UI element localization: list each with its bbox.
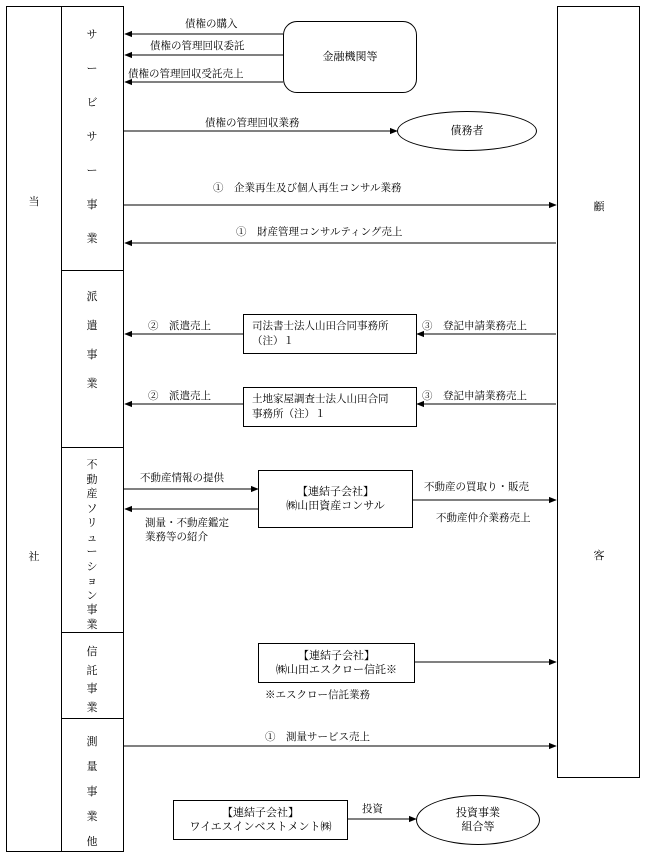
segment-haken-char: 事 <box>86 348 98 361</box>
label-kigyo-saisei: ① 企業再生及び個人再生コンサル業務 <box>213 182 402 194</box>
segment-servicer-char: ー <box>86 62 98 75</box>
escrow-line1: 【連結子会社】 <box>298 649 375 662</box>
escrow-line2: ㈱山田エスクロー信託※ <box>276 663 397 676</box>
label-toki2: ③ 登記申請業務売上 <box>422 390 527 402</box>
customer-label-1: 顧 <box>593 200 605 213</box>
label-sokuryo-uriage: ① 測量サービス売上 <box>265 731 370 743</box>
segment-fudosan-char: リ <box>86 516 98 529</box>
label-chukai: 不動産仲介業務売上 <box>436 512 531 524</box>
segment-haken-char: 業 <box>86 377 98 390</box>
shisan-consul-line1: 【連結子会社】 <box>297 485 374 498</box>
tochi-office-line2: 事務所（注）１ <box>252 408 326 420</box>
segment-sokuryo-char: 事 <box>86 785 98 798</box>
segment-haken-char: 派 <box>86 290 98 303</box>
segment-servicer-char: 事 <box>86 198 98 211</box>
ys-investment-box <box>173 800 348 840</box>
segment-shintaku-char: 信 <box>86 645 98 658</box>
segment-shintaku-char: 業 <box>86 700 98 714</box>
label-toshi: 投資 <box>362 803 383 815</box>
label-kaitori: 不動産の買取り・販売 <box>424 481 529 493</box>
segment-fudosan-char: 不 <box>86 458 98 471</box>
label-haken2: ② 派遣売上 <box>148 390 211 402</box>
segment-fudosan-char: 業 <box>86 617 98 631</box>
label-escrow-note: ※エスクロー信託業務 <box>265 689 370 701</box>
segment-servicer-char: ビ <box>86 96 98 109</box>
label-sokuryo-kantei1: 測量・不動産鑑定 <box>145 517 229 529</box>
label-sokuryo-kantei2: 業務等の紹介 <box>145 531 208 543</box>
debtor-label: 債務者 <box>450 124 484 137</box>
segment-haken-char: 遣 <box>86 319 98 332</box>
tochi-office-line1: 土地家屋調査士法人山田合同 <box>252 393 389 405</box>
segment-fudosan-char: ン <box>86 588 98 602</box>
segment-fudosan-char: 事 <box>86 603 98 616</box>
shisan-consul-line2: ㈱山田資産コンサル <box>286 499 385 512</box>
segment-fudosan-char: ソ <box>86 501 98 515</box>
segment-fudosan-char: ー <box>86 545 98 558</box>
segment-fudosan-char: 動 <box>86 472 98 486</box>
escrow-box <box>258 643 415 683</box>
segment-servicer-char: サ <box>86 28 98 41</box>
investment-partnership-line1: 投資事業 <box>456 806 500 819</box>
shisan-consul-box <box>258 470 413 528</box>
segment-servicer-char: サ <box>86 130 98 143</box>
segment-sokuryo-char: 他 <box>86 835 98 848</box>
label-saiken-konyu: 債権の購入 <box>185 18 238 30</box>
shiho-office-box <box>243 314 417 354</box>
segment-servicer-char: ー <box>86 164 98 177</box>
label-fudosan-joho: 不動産情報の提供 <box>140 472 224 484</box>
company-label-2: 社 <box>28 550 40 563</box>
segment-sokuryo-char: 測 <box>86 735 98 748</box>
segment-fudosan-char: ョ <box>86 574 98 587</box>
label-kanri-gyomu: 債権の管理回収業務 <box>205 117 300 129</box>
tochi-office-box <box>243 387 417 427</box>
label-kanri-uriage: 債権の管理回収受託売上 <box>128 68 244 80</box>
label-zaisan-kanri: ① 財産管理コンサルティング売上 <box>236 226 403 238</box>
segment-fudosan-char: シ <box>86 559 98 573</box>
customer-label-2: 客 <box>593 549 605 562</box>
investment-partnership-line2: 組合等 <box>461 820 495 833</box>
financial-institutions-label: 金融機関等 <box>322 50 378 63</box>
ys-investment-line1: 【連結子会社】 <box>222 806 299 819</box>
segment-fudosan-char: ュ <box>86 530 98 544</box>
segment-shintaku-char: 託 <box>86 663 98 677</box>
label-toki1: ③ 登記申請業務売上 <box>422 320 527 332</box>
ys-investment-line2: ワイエスインベストメント㈱ <box>189 820 332 833</box>
segment-sokuryo-char: 量 <box>86 760 98 773</box>
shiho-office-line2: （注）１ <box>252 335 294 347</box>
shiho-office-line1: 司法書士法人山田合同事務所 <box>252 320 389 332</box>
segment-shintaku-char: 事 <box>86 682 98 695</box>
segment-sokuryo-char: 業 <box>86 810 98 823</box>
label-kanri-itaku: 債権の管理回収委託 <box>150 40 245 52</box>
segment-fudosan-char: 産 <box>86 487 98 500</box>
label-haken1: ② 派遣売上 <box>148 320 211 332</box>
debtor-ellipse <box>397 111 537 151</box>
company-label-1: 当 <box>28 195 40 208</box>
investment-partnership-ellipse <box>416 795 540 845</box>
financial-institutions-box <box>283 21 417 93</box>
segment-servicer-char: 業 <box>86 232 98 245</box>
